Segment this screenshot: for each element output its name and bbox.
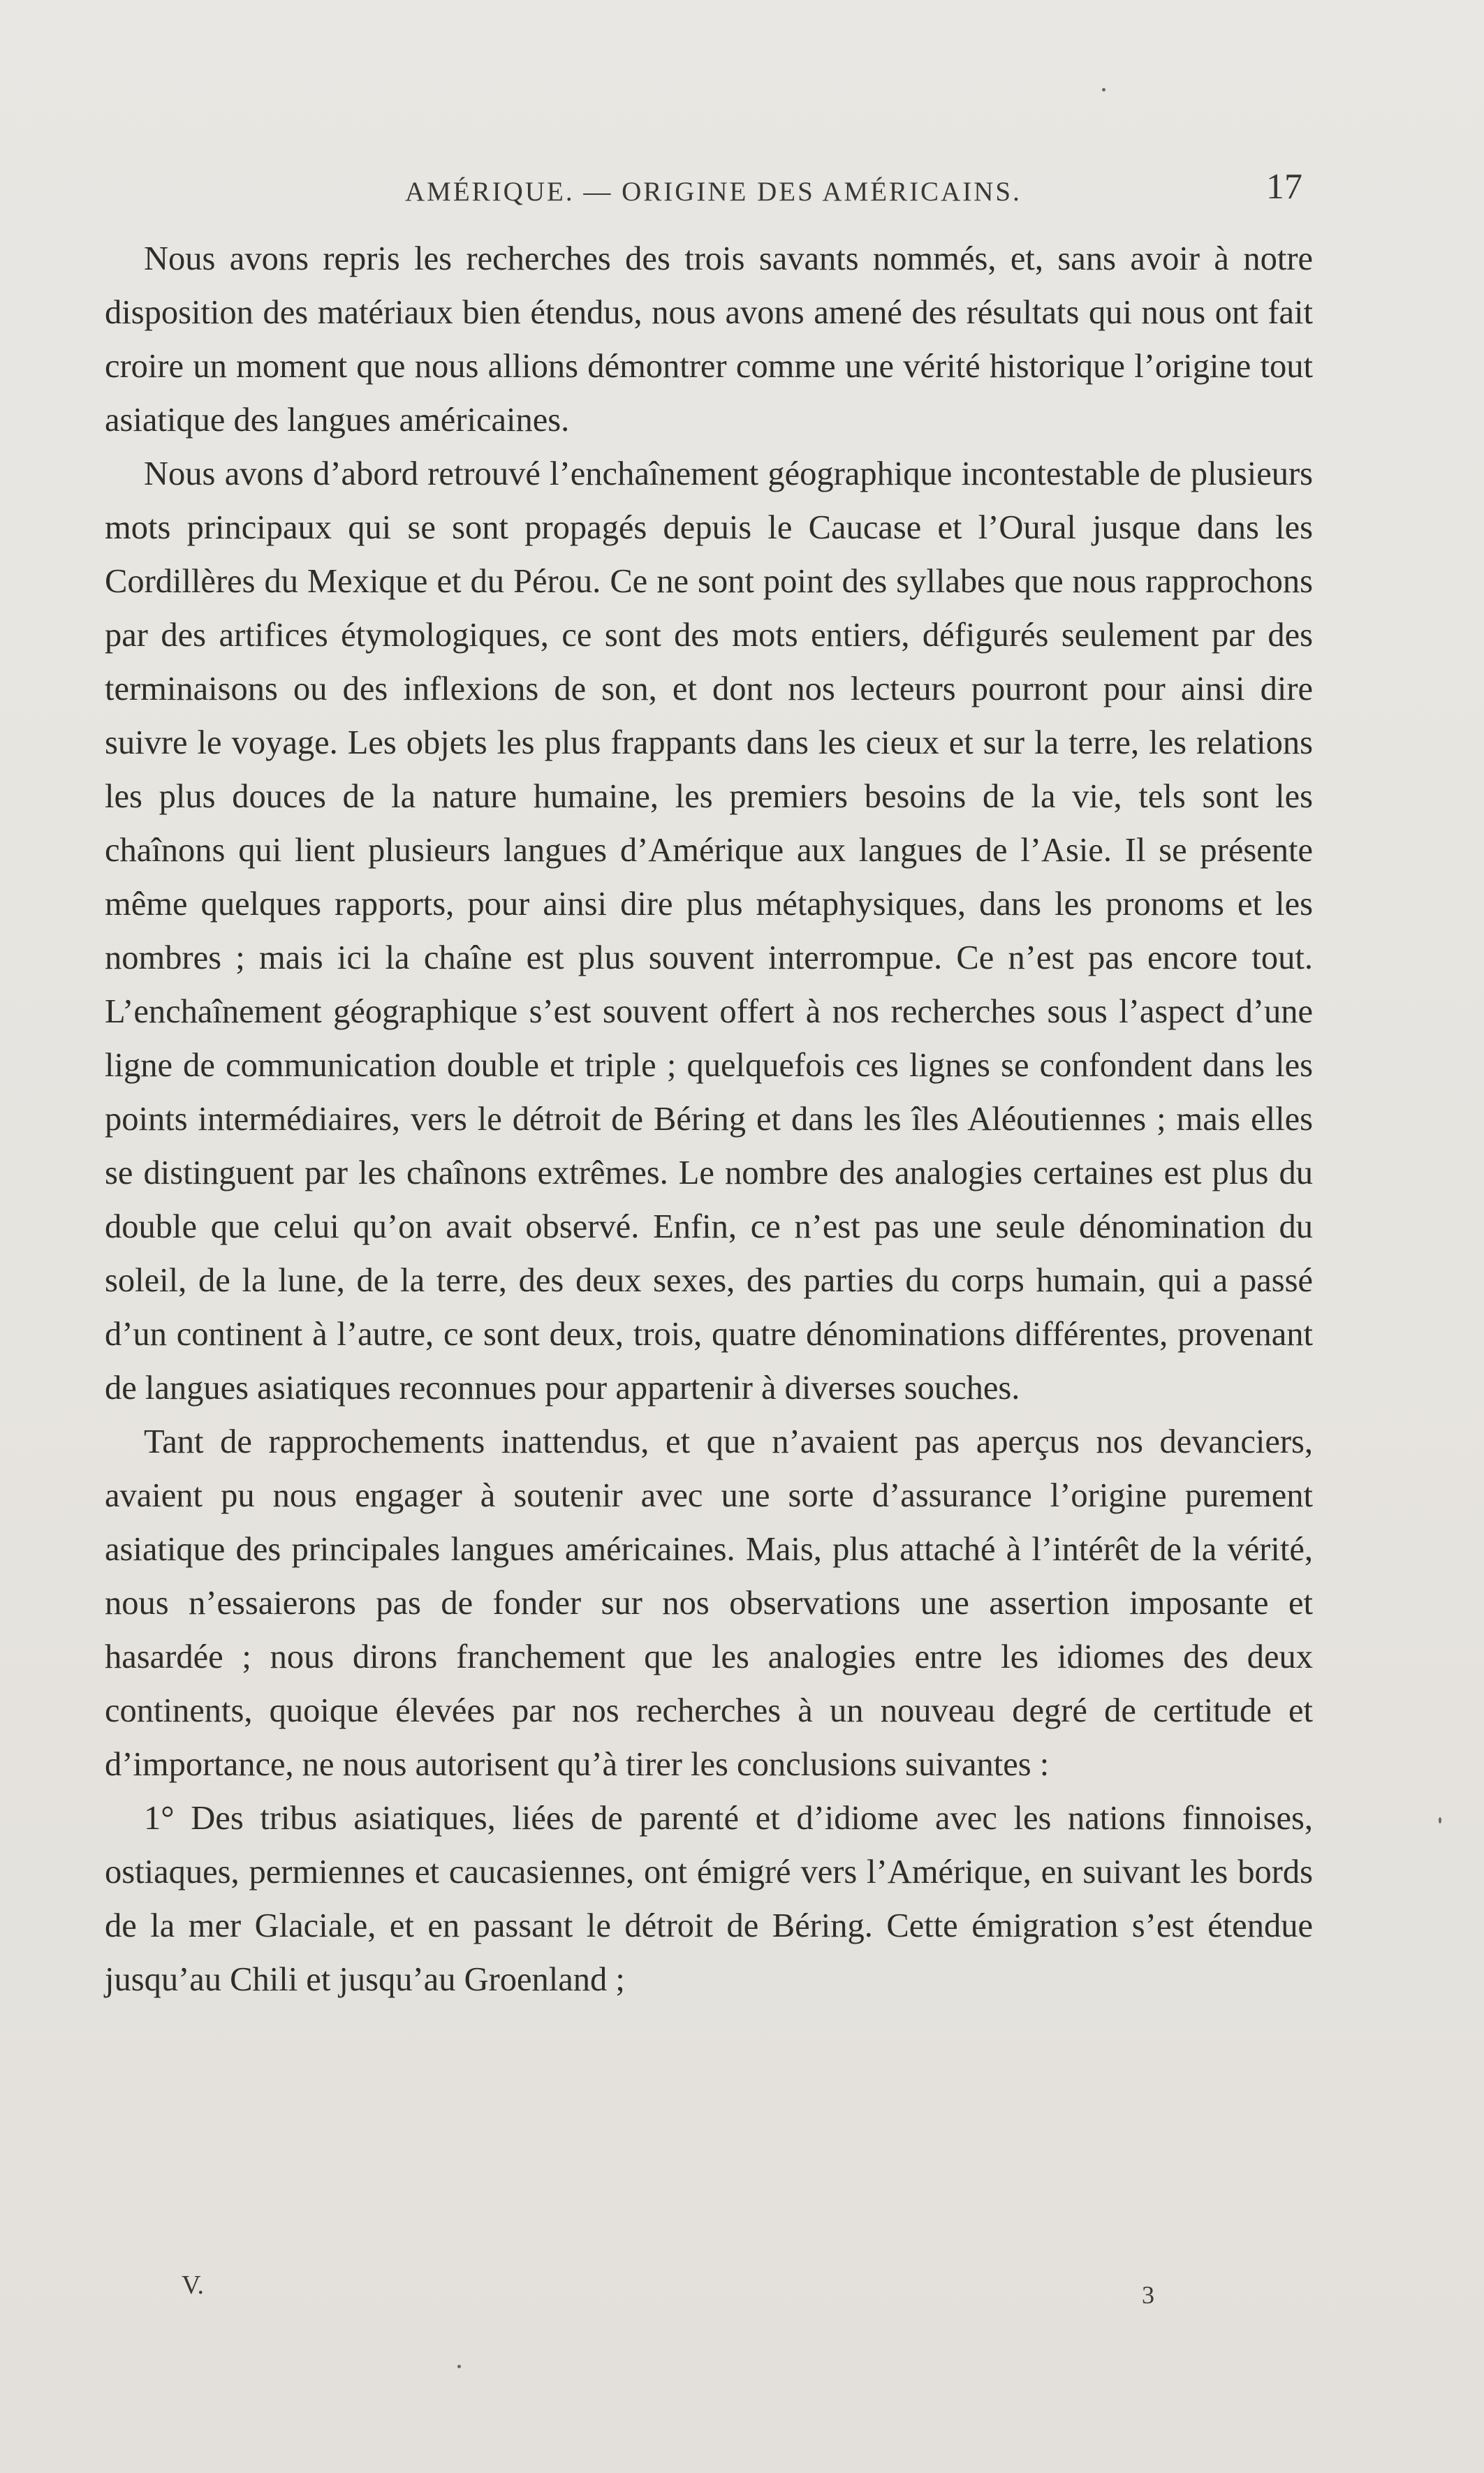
page-footer (105, 2270, 1313, 2312)
page-number: 17 (1266, 167, 1302, 207)
paragraph-2: Nous avons d’abord retrouvé l’enchaînement géographique incontestable de plusieurs mots principaux qui se sont propagés depuis le Caucase et l’Oural jusque dans les Cordillères du Mexique et du Pérou. Ce ne sont point des syllabes que nous rapprochons par des artifices étymologiques, ce sont des mots entiers, défigurés seulement par des terminaisons ou des inflexions de son, et dont nos lecteurs pourront pour ainsi dire suivre le voyage. Les objets les plus frappants dans les cieux et sur la terre, les relations les plus douces de la nature humaine, les premiers besoins de la vie, tels sont les chaînons qui lient plusieurs langues d’Amérique aux langues de l’Asie. Il se présente même quelques rapports, pour ainsi dire plus métaphysiques, dans les pronoms et les nombres ; mais ici la chaîne est plus souvent interrompue. Ce n’est pas encore tout. L’enchaînement géographique s’est souvent offert à nos recherches sous l’aspect d’une ligne de communication double et triple ; quelquefois ces lignes se confondent dans les points intermédiaires, vers le détroit de Béring et dans les îles Aléoutiennes ; mais elles se distinguent par les chaînons extrêmes. Le nombre des analogies certaines est plus du double que celui qu’on avait observé. Enfin, ce n’est pas une seule dénomination du soleil, de la lune, de la terre, des deux sexes, des parties du corps humain, qui a passé d’un continent à l’autre, ce sont deux, trois, quatre dénominations différentes, provenant de langues asiatiques reconnues pour appartenir à diverses souches. (105, 455, 1313, 1407)
body-text (105, 232, 1313, 2006)
signature-mark: V. (182, 2270, 205, 2300)
paragraph-4: 1° Des tribus asiatiques, liées de parenté et d’idiome avec les nations finnoises, ostiaques, permiennes et caucasiennes, ont émigré vers l’Amérique, en suivant les bords de la mer Glaciale, et en passant le détroit de Béring. Cette émigration s’est étendue jusqu’au Chili et jusqu’au Groenland ; (105, 1800, 1313, 1998)
paragraph-1: Nous avons repris les recherches des trois savants nommés, et, sans avoir à notre disposition des matériaux bien étendus, nous avons amené des résultats qui nous ont fait croire un moment que nous allions démontrer comme une vérité historique l’origine tout asiatique des langues américaines. (105, 240, 1313, 439)
ink-speck-right (1439, 1817, 1441, 1823)
ink-speck-bottom (457, 2365, 461, 2368)
ink-speck-top (1102, 88, 1105, 91)
sheet-number: 3 (1142, 2281, 1154, 2309)
running-title: AMÉRIQUE. — ORIGINE DES AMÉRICAINS. (405, 177, 1022, 207)
running-header (105, 166, 1313, 215)
paragraph-3: Tant de rapprochements inattendus, et que n’avaient pas aperçus nos devanciers, avaient pu nous engager à soutenir avec une sorte d’assurance l’origine purement asiatique des principales langues américaines. Mais, plus attaché à l’intérêt de la vérité, nous n’essaierons pas de fonder sur nos observations une assertion imposante et hasardée ; nous dirons franchement que les analogies entre les idiomes des deux continents, quoique élevées par nos recherches à un nouveau degré de certitude et d’importance, ne nous autorisent qu’à tirer les conclusions suivantes : (105, 1423, 1313, 1783)
